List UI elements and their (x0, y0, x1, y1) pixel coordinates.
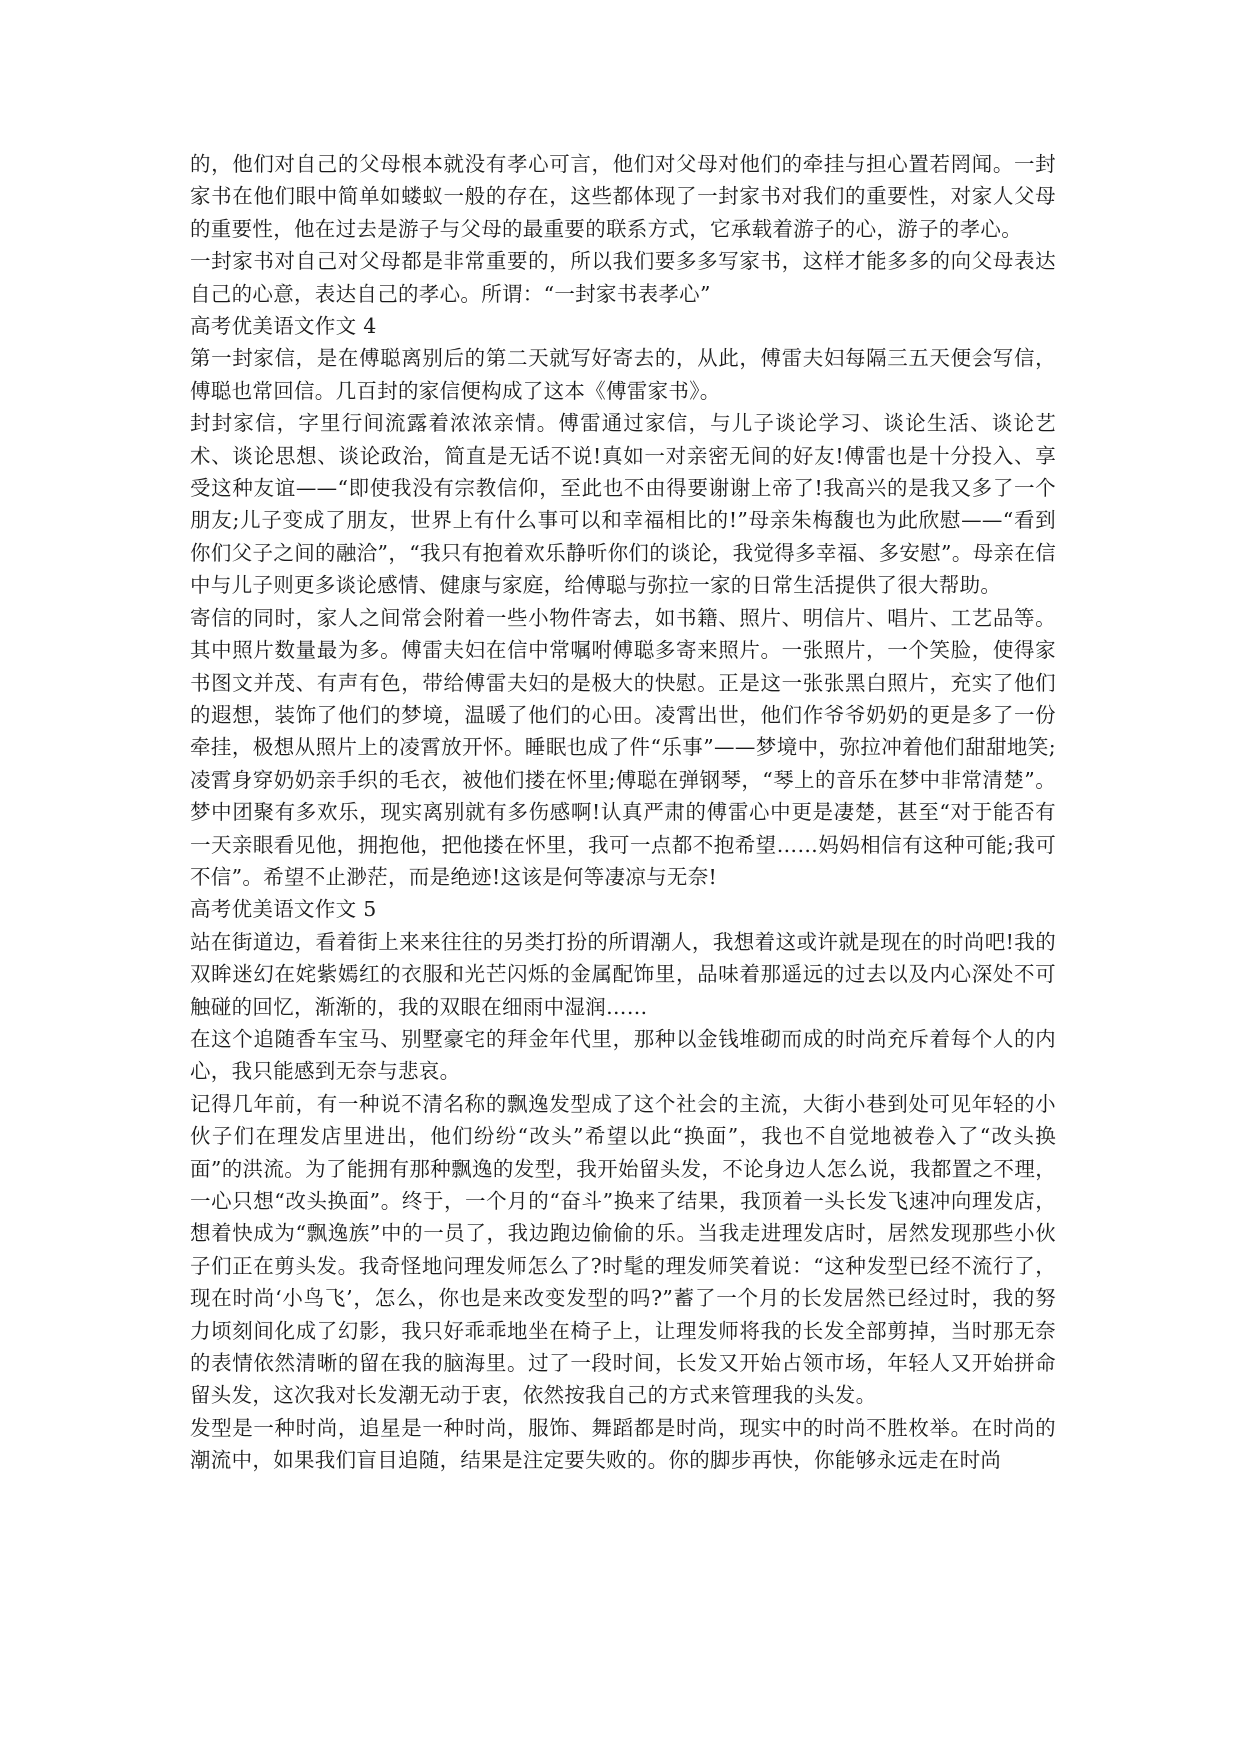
paragraph: 封封家信，字里行间流露着浓浓亲情。傅雷通过家信，与儿子谈论学习、谈论生活、谈论艺术、谈论思想、谈论政治，简直是无话不说!真如一对亲密无间的好友!傅雷也是十分投入、享受这种友谊——“即使我没有宗教信仰，至此也不由得要谢谢上帝了!我高兴的是我又多了一个朋友;儿子变成了朋友，世界上有什么事可以和幸福相比的!”母亲朱梅馥也为此欣慰——“看到你们父子之间的融洽”，“我只有抱着欢乐静听你们的谈论，我觉得多幸福、多安慰”。母亲在信中与儿子则更多谈论感情、健康与家庭，给傅聪与弥拉一家的日常生活提供了很大帮助。 (190, 411, 1056, 598)
paragraph: 一封家书对自己对父母都是非常重要的，所以我们要多多写家书，这样才能多多的向父母表达自己的心意，表达自己的孝心。所谓：“一封家书表孝心” (190, 249, 1056, 306)
paragraph: 寄信的同时，家人之间常会附着一些小物件寄去，如书籍、照片、明信片、唱片、工艺品等。其中照片数量最为多。傅雷夫妇在信中常嘱咐傅聪多寄来照片。一张照片，一个笑脸，使得家书图文并茂、有声有色，带给傅雷夫妇的是极大的快慰。正是这一张张黑白照片，充实了他们的遐想，装饰了他们的梦境，温暖了他们的心田。凌霄出世，他们作爷爷奶奶的更是多了一份牵挂，极想从照片上的凌霄放开怀。睡眠也成了件“乐事”——梦境中，弥拉冲着他们甜甜地笑;凌霄身穿奶奶亲手织的毛衣，被他们搂在怀里;傅聪在弹钢琴，“琴上的音乐在梦中非常清楚”。梦中团聚有多欢乐，现实离别就有多伤感啊!认真严肃的傅雷心中更是凄楚，甚至“对于能否有一天亲眼看见他，拥抱他，把他搂在怀里，我可一点都不抱希望……妈妈相信有这种可能;我可不信”。希望不止渺茫，而是绝迹!这该是何等凄凉与无奈! (190, 605, 1056, 889)
paragraph: 记得几年前，有一种说不清名称的飘逸发型成了这个社会的主流，大街小巷到处可见年轻的小伙子们在理发店里进出，他们纷纷“改头”希望以此“换面”，我也不自觉地被卷入了“改头换面”的洪流。为了能拥有那种飘逸的发型，我开始留头发，不论身边人怎么说，我都置之不理，一心只想“改头换面”。终于，一个月的“奋斗”换来了结果，我顶着一头长发飞速冲向理发店，想着快成为“飘逸族”中的一员了，我边跑边偷偷的乐。当我走进理发店时，居然发现那些小伙子们正在剪头发。我奇怪地问理发师怎么了?时髦的理发师笑着说：“这种发型已经不流行了，现在时尚‘小鸟飞’，怎么，你也是来改变发型的吗?”蓄了一个月的长发居然已经过时，我的努力顷刻间化成了幻影，我只好乖乖地坐在椅子上，让理发师将我的长发全部剪掉，当时那无奈的表情依然清晰的留在我的脑海里。过了一段时间，长发又开始占领市场，年轻人又开始拼命留头发，这次我对长发潮无动于衷，依然按我自己的方式来管理我的头发。 (190, 1091, 1056, 1408)
paragraph: 站在街道边，看着街上来来往往的另类打扮的所谓潮人，我想着这或许就是现在的时尚吧!我的双眸迷幻在姹紫嫣红的衣服和光芒闪烁的金属配饰里，品味着那遥远的过去以及内心深处不可触碰的回忆，渐渐的，我的双眼在细雨中湿润…… (190, 929, 1056, 1019)
section-heading: 高考优美语文作文 5 (190, 897, 377, 922)
paragraph: 第一封家信，是在傅聪离别后的第二天就写好寄去的，从此，傅雷夫妇每隔三五天便会写信，傅聪也常回信。几百封的家信便构成了这本《傅雷家书》。 (190, 346, 1056, 403)
paragraph: 在这个追随香车宝马、别墅豪宅的拜金年代里，那种以金钱堆砌而成的时尚充斥着每个人的内心，我只能感到无奈与悲哀。 (190, 1026, 1056, 1084)
paragraph: 发型是一种时尚，追星是一种时尚，服饰、舞蹈都是时尚，现实中的时尚不胜枚举。在时尚的潮流中，如果我们盲目追随，结果是注定要失败的。你的脚步再快，你能够永远走在时尚 (190, 1415, 1056, 1473)
document-page (190, 148, 1056, 1477)
section-heading: 高考优美语文作文 4 (190, 314, 377, 339)
paragraph: 的，他们对自己的父母根本就没有孝心可言，他们对父母对他们的牵挂与担心置若罔闻。一封家书在他们眼中简单如蝼蚁一般的存在，这些都体现了一封家书对我们的重要性，对家人父母的重要性，他在过去是游子与父母的最重要的联系方式，它承载着游子的心，游子的孝心。 (190, 152, 1056, 241)
